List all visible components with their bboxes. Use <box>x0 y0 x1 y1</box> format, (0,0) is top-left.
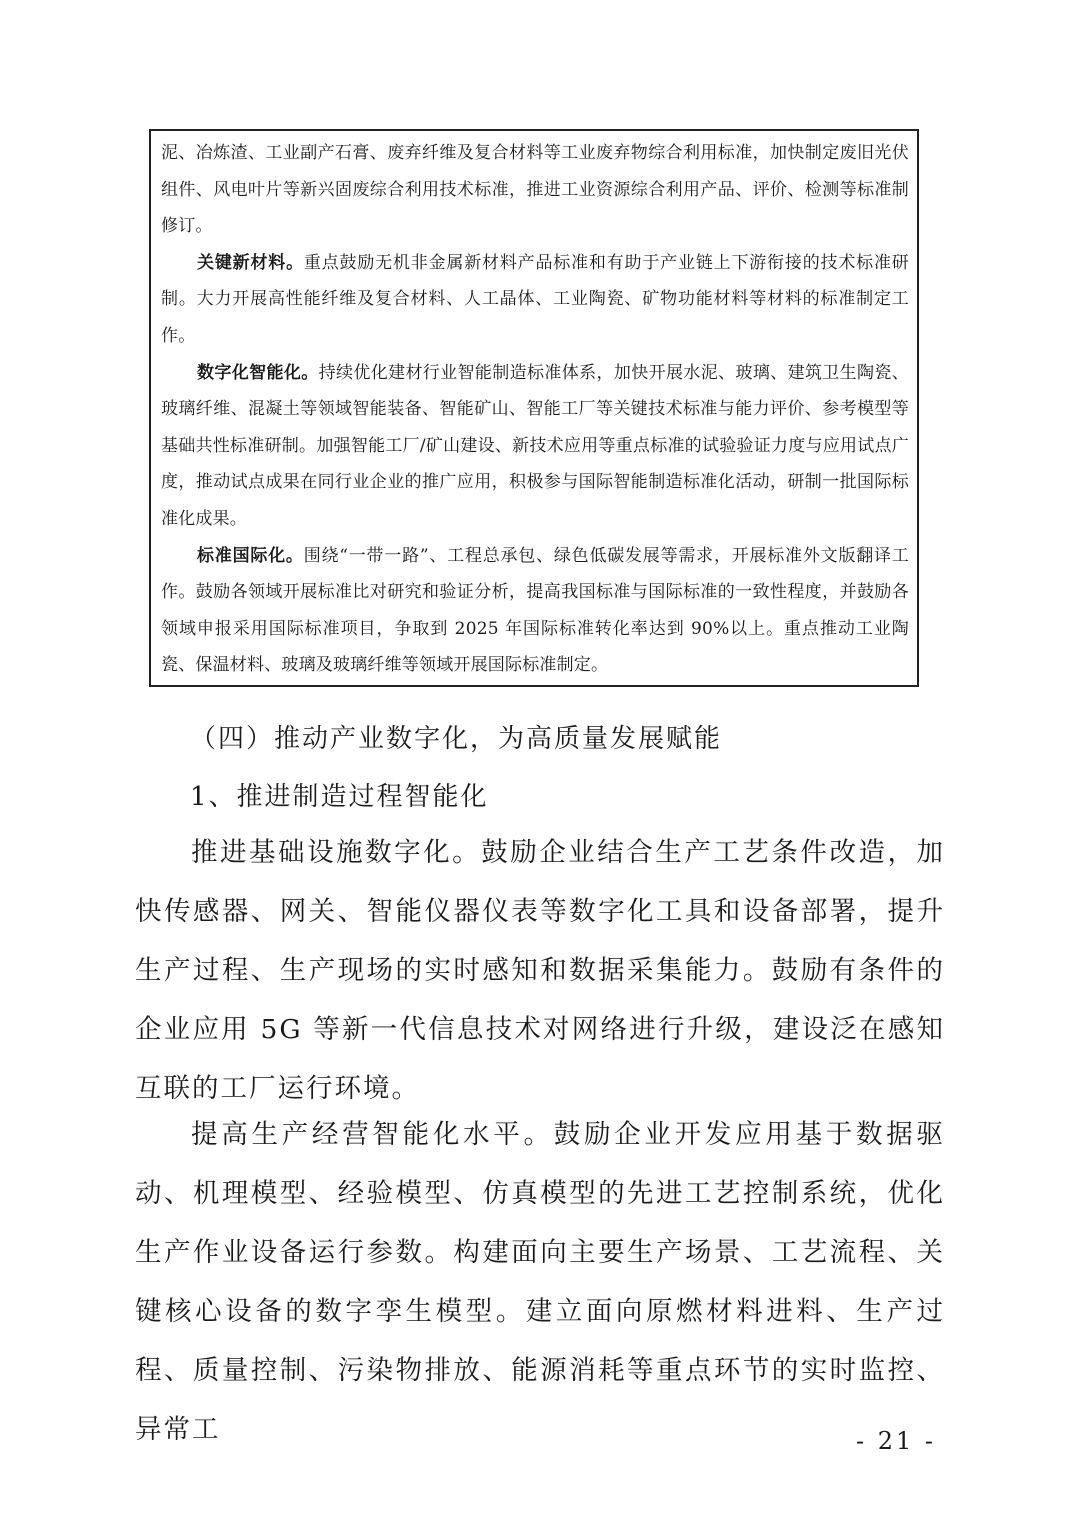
box-paragraph-international <box>161 538 909 684</box>
body-paragraph-intelligence: 提高生产经营智能化水平。鼓励企业开发应用基于数据驱动、机理模型、经验模型、仿真模型的先进工艺控制系统，优化生产作业设备运行参数。构建面向主要生产场景、工艺流程、关键核心设备的数字孪生模型。建立面向原燃材料进料、生产过程、质量控制、污染物排放、能源消耗等重点环节的实时监控、异常工 <box>135 1119 945 1445</box>
box-item-text: 围绕“一带一路”、工程总承包、绿色低碳发展等需求，开展标准外文版翻译工作。鼓励各领域开展标准比对研究和验证分析，提高我国标准与国际标准的一致性程度，并鼓励各领域申报采用国际标准项目，争取到 2025 年国际标准转化率达到 90%以上。重点推动工业陶瓷、保温材料、玻璃及玻璃纤维等领域开展国际标准制定。 <box>161 545 909 676</box>
box-paragraph-new-materials <box>161 245 909 355</box>
body-paragraph-infrastructure: 推进基础设施数字化。鼓励企业结合生产工艺条件改造，加快传感器、网关、智能仪器仪表等数字化工具和设备部署，提升生产过程、生产现场的实时感知和数据采集能力。鼓励有条件的企业应用 5G 等新一代信息技术对网络进行升级，建设泛在感知互联的工厂运行环境。 <box>135 837 945 1104</box>
section-heading: （四）推动产业数字化，为高质量发展赋能 <box>190 724 723 754</box>
box-item-text: 重点鼓励无机非金属新材料产品标准和有助于产业链上下游衔接的技术标准研制。大力开展高性能纤维及复合材料、人工晶体、工业陶瓷、矿物功能材料等材料的标准制定工作。 <box>161 252 909 346</box>
box-item-title: 数字化智能化。 <box>197 362 319 383</box>
box-item-text: 持续优化建材行业智能制造标准体系，加快开展水泥、玻璃、建筑卫生陶瓷、玻璃纤维、混凝土等领域智能装备、智能矿山、智能工厂等关键技术标准与能力评价、参考模型等基础共性标准研制。加强智能工厂/矿山建设、新技术应用等重点标准的试验验证力度与应用试点广度，推动试点成果在同行业企业的推广应用，积极参与国际智能制造标准化活动，研制一批国际标准化成果。 <box>161 362 909 529</box>
subsection-heading: 1、推进制造过程智能化 <box>190 782 489 812</box>
box-paragraph-digital <box>161 355 909 538</box>
standards-text-box <box>149 129 919 687</box>
box-item-title: 标准国际化。 <box>197 545 304 566</box>
box-paragraph-intro: 泥、冶炼渣、工业副产石膏、废弃纤维及复合材料等工业废弃物综合利用标准，加快制定废旧光伏组件、风电叶片等新兴固废综合利用技术标准，推进工业资源综合利用产品、评价、检测等标准制修订。 <box>161 143 909 237</box>
page-number: - 21 - <box>856 1427 937 1455</box>
box-item-title: 关键新材料。 <box>197 252 304 273</box>
